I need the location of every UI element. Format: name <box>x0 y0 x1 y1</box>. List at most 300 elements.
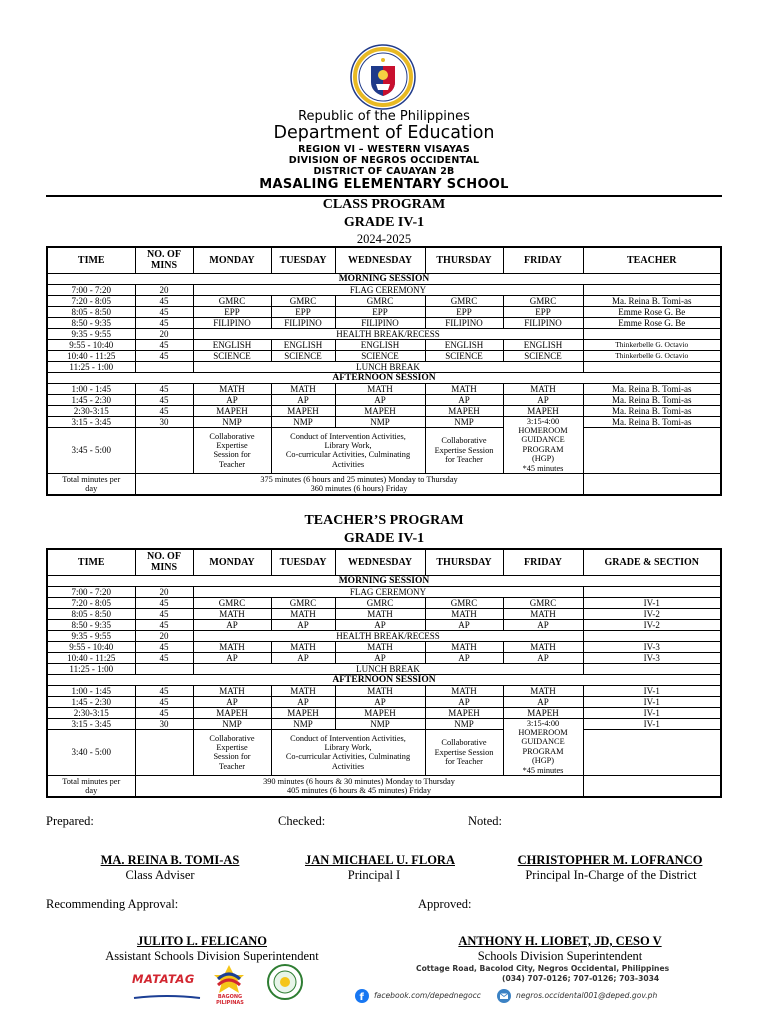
thursday-activity-cell <box>425 729 503 775</box>
cell-line: Expertise Session <box>434 747 494 757</box>
subject-cell: SCIENCE <box>503 350 583 361</box>
table-row <box>47 328 721 339</box>
midweek-activity-cell <box>271 427 425 473</box>
total-label-cell <box>47 473 135 495</box>
time-cell: 7:20 - 8:05 <box>47 597 135 608</box>
col-header: THURSDAY <box>425 549 503 575</box>
cell-line: GUIDANCE <box>521 737 565 747</box>
merged-activity-cell: FLAG CEREMONY <box>193 284 583 295</box>
matatag-underline <box>132 987 202 990</box>
subject-cell: AP <box>193 696 271 707</box>
session-label: MORNING SESSION <box>47 273 721 284</box>
subject-cell: AP <box>503 619 583 630</box>
grade-section-cell <box>583 630 721 641</box>
subject-cell: FILIPINO <box>335 317 425 328</box>
time-cell: 8:50 - 9:35 <box>47 317 135 328</box>
grade-section-cell <box>583 586 721 597</box>
mins-cell: 45 <box>135 295 193 306</box>
class-program-table-wrap <box>46 246 722 496</box>
table-row <box>47 718 721 729</box>
bagong-pilipinas-logo <box>212 963 246 997</box>
teacher-cell: Ma. Reina B. Tomi-as <box>583 394 721 405</box>
subject-cell: MATH <box>271 641 335 652</box>
subject-cell: AP <box>335 696 425 707</box>
time-cell: 9:35 - 9:55 <box>47 630 135 641</box>
cell-line: *45 minutes <box>522 463 564 473</box>
time-cell: 8:05 - 8:50 <box>47 608 135 619</box>
subject-cell: MAPEH <box>193 707 271 718</box>
subject-cell: NMP <box>271 416 335 427</box>
mins-cell: 30 <box>135 718 193 729</box>
subject-cell: EPP <box>271 306 335 317</box>
table-row <box>47 630 721 641</box>
table-row <box>47 427 721 473</box>
cell-line: (HGP) <box>531 454 555 464</box>
total-text-cell <box>135 775 583 797</box>
subject-cell: ENGLISH <box>503 339 583 350</box>
cell-line: day <box>85 786 98 796</box>
col-header: TIME <box>47 247 135 273</box>
subject-cell: MATH <box>193 383 271 394</box>
session-row <box>47 372 721 383</box>
total-text-cell <box>135 473 583 495</box>
time-cell: 3:45 - 5:00 <box>47 427 135 473</box>
time-cell: 9:35 - 9:55 <box>47 328 135 339</box>
teacher-cell: Thinkerbelle G. Octavio <box>583 339 721 350</box>
time-cell: 7:00 - 7:20 <box>47 586 135 597</box>
subject-cell: GMRC <box>193 295 271 306</box>
cell-line: Teacher <box>218 761 246 771</box>
subject-cell: ENGLISH <box>271 339 335 350</box>
table-row <box>47 608 721 619</box>
teacher-cell: Thinkerbelle G. Octavio <box>583 350 721 361</box>
subject-cell: AP <box>193 652 271 663</box>
teacher-cell <box>583 328 721 339</box>
midweek-activity-cell <box>271 729 425 775</box>
subject-cell: ENGLISH <box>425 339 503 350</box>
mins-cell: 45 <box>135 394 193 405</box>
subject-cell: AP <box>271 394 335 405</box>
division-seal-icon <box>266 963 304 1001</box>
col-header: FRIDAY <box>503 247 583 273</box>
subject-cell: MATH <box>193 685 271 696</box>
cell-line: Teacher <box>218 459 246 469</box>
subject-cell: GMRC <box>335 597 425 608</box>
mins-cell: 45 <box>135 696 193 707</box>
session-row <box>47 273 721 284</box>
subject-cell: MAPEH <box>335 707 425 718</box>
session-label: MORNING SESSION <box>47 575 721 586</box>
subject-cell: GMRC <box>503 597 583 608</box>
subject-cell: NMP <box>193 718 271 729</box>
time-cell: 10:40 - 11:25 <box>47 350 135 361</box>
col-header: TUESDAY <box>271 549 335 575</box>
subject-cell: MATH <box>193 641 271 652</box>
cell-line: Collaborative <box>441 436 487 446</box>
subject-cell: MATH <box>335 383 425 394</box>
mins-cell: 45 <box>135 405 193 416</box>
mins-cell: 45 <box>135 652 193 663</box>
cell-line: Library Work, <box>324 743 372 753</box>
time-cell: 7:00 - 7:20 <box>47 284 135 295</box>
cell-line: HOMEROOM <box>518 425 568 435</box>
subject-cell: MAPEH <box>271 405 335 416</box>
subject-cell: MATH <box>503 608 583 619</box>
mins-cell: 45 <box>135 608 193 619</box>
teacher-cell: Ma. Reina B. Tomi-as <box>583 383 721 394</box>
mins-cell <box>135 427 193 473</box>
time-cell: 2:30-3:15 <box>47 707 135 718</box>
approved-title: Schools Division Superintendent <box>477 949 643 963</box>
merged-activity-cell: FLAG CEREMONY <box>193 586 583 597</box>
grade-section-cell: IV-2 <box>583 608 721 619</box>
thursday-activity-cell <box>425 427 503 473</box>
approved-name: ANTHONY H. LIOBET, JD, CESO V <box>458 934 662 948</box>
subject-cell: MAPEH <box>335 405 425 416</box>
region-text: REGION VI – WESTERN VISAYAS <box>298 144 470 155</box>
subject-cell: MAPEH <box>271 707 335 718</box>
col-header: TEACHER <box>583 247 721 273</box>
subject-cell: MAPEH <box>425 707 503 718</box>
mins-cell: 45 <box>135 306 193 317</box>
time-cell: 8:05 - 8:50 <box>47 306 135 317</box>
subject-cell: MATH <box>271 383 335 394</box>
mins-cell: 45 <box>135 619 193 630</box>
time-cell: 11:25 - 1:00 <box>47 361 135 372</box>
teacher-program-table-wrap <box>46 548 722 798</box>
cell-line: *45 minutes <box>522 765 564 775</box>
cell-line: 405 minutes (6 hours & 45 minutes) Friday <box>286 786 432 796</box>
subject-cell: AP <box>335 619 425 630</box>
subject-cell: AP <box>425 652 503 663</box>
friday-hgp-cell <box>503 416 583 473</box>
department-text: Department of Education <box>273 123 495 143</box>
mins-cell: 45 <box>135 685 193 696</box>
prepared-title: Class Adviser <box>125 868 195 882</box>
monday-activity-cell <box>193 729 271 775</box>
table-row <box>47 619 721 630</box>
facebook-link[interactable]: facebook.com/depednegocc <box>374 991 481 1000</box>
merged-activity-cell: LUNCH BREAK <box>193 361 583 372</box>
table-row <box>47 586 721 597</box>
subject-cell: AP <box>503 696 583 707</box>
subject-cell: AP <box>193 619 271 630</box>
division-text: DIVISION OF NEGROS OCCIDENTAL <box>288 155 480 166</box>
subject-cell: MATH <box>425 685 503 696</box>
col-header: THURSDAY <box>425 247 503 273</box>
recommending-name: JULITO L. FELICANO <box>136 934 267 948</box>
grade-section-cell: IV-1 <box>583 696 721 707</box>
cell-line: day <box>85 484 98 494</box>
subject-cell: GMRC <box>503 295 583 306</box>
recommending-title: Assistant Schools Division Superintendent <box>105 949 319 963</box>
subject-cell: ENGLISH <box>335 339 425 350</box>
table-row <box>47 306 721 317</box>
table-header-row <box>47 549 721 575</box>
grade-section-cell: IV-2 <box>583 619 721 630</box>
subject-cell: NMP <box>271 718 335 729</box>
approved-label: Approved: <box>418 897 472 911</box>
time-cell: 2:30-3:15 <box>47 405 135 416</box>
cell-line: HOMEROOM <box>518 727 568 737</box>
mins-cell: 20 <box>135 328 193 339</box>
mins-cell: 45 <box>135 350 193 361</box>
time-cell: 8:50 - 9:35 <box>47 619 135 630</box>
subject-cell: MATH <box>335 608 425 619</box>
cell-line: Co-curricular Activities, Culminating <box>285 752 411 762</box>
time-cell: 11:25 - 1:00 <box>47 663 135 674</box>
subject-cell: ENGLISH <box>193 339 271 350</box>
facebook-icon <box>355 989 369 1003</box>
time-cell: 3:15 - 3:45 <box>47 416 135 427</box>
cell-line: Total minutes per <box>62 474 121 484</box>
district-text: DISTRICT OF CAUAYAN 2B <box>313 166 455 177</box>
subject-cell: GMRC <box>425 597 503 608</box>
time-cell: 3:40 - 5:00 <box>47 729 135 775</box>
class-program-year: 2024-2025 <box>356 232 412 246</box>
friday-hgp-cell <box>503 718 583 775</box>
subject-cell: AP <box>271 696 335 707</box>
school-name: MASALING ELEMENTARY SCHOOL <box>259 177 509 192</box>
teacher-program-grade: GRADE IV-1 <box>343 531 425 546</box>
subject-cell: SCIENCE <box>193 350 271 361</box>
session-row <box>47 674 721 685</box>
subject-cell: FILIPINO <box>271 317 335 328</box>
cell-line: Co-curricular Activities, Culminating <box>285 450 411 460</box>
teacher-cell: Emme Rose G. Be <box>583 317 721 328</box>
cell-line: PROGRAM <box>522 746 564 756</box>
subject-cell: AP <box>503 394 583 405</box>
subject-cell: AP <box>271 619 335 630</box>
subject-cell: MATH <box>425 608 503 619</box>
cell-line: Collaborative <box>441 738 487 748</box>
cell-line: 360 minutes (6 hours) Friday <box>310 484 408 494</box>
cell-line: for Teacher <box>445 455 483 465</box>
cell-line: Activities <box>331 761 365 771</box>
subject-cell: SCIENCE <box>335 350 425 361</box>
subject-cell: MATH <box>503 641 583 652</box>
cell-line: Collaborative <box>209 431 255 441</box>
subject-cell: GMRC <box>193 597 271 608</box>
subject-cell: MATH <box>193 608 271 619</box>
table-header-row <box>47 247 721 273</box>
subject-cell: SCIENCE <box>425 350 503 361</box>
subject-cell: MATH <box>425 641 503 652</box>
teacher-cell: Ma. Reina B. Tomi-as <box>583 405 721 416</box>
subject-cell: MAPEH <box>193 405 271 416</box>
table-row <box>47 597 721 608</box>
subject-cell: GMRC <box>425 295 503 306</box>
grade-section-cell <box>583 663 721 674</box>
mins-cell: 45 <box>135 597 193 608</box>
grade-section-cell: IV-3 <box>583 641 721 652</box>
time-cell: 7:20 - 8:05 <box>47 295 135 306</box>
cell-line: Collaborative <box>209 733 255 743</box>
mins-cell: 45 <box>135 317 193 328</box>
cell-line: for Teacher <box>445 757 483 767</box>
merged-activity-cell: HEALTH BREAK/RECESS <box>193 630 583 641</box>
noted-title: Principal In-Charge of the District <box>525 868 697 882</box>
teacher-cell <box>583 427 721 473</box>
table-row <box>47 405 721 416</box>
time-cell: 10:40 - 11:25 <box>47 652 135 663</box>
subject-cell: AP <box>335 652 425 663</box>
total-label-cell <box>47 775 135 797</box>
class-program-title: CLASS PROGRAM <box>322 197 446 212</box>
table-row <box>47 696 721 707</box>
cell-line: Expertise <box>216 743 248 753</box>
subject-cell: EPP <box>335 306 425 317</box>
time-cell: 9:55 - 10:40 <box>47 641 135 652</box>
cell-line: Expertise <box>216 441 248 451</box>
mins-cell <box>135 361 193 372</box>
class-program-table <box>46 246 722 496</box>
teacher-program-title: TEACHER’S PROGRAM <box>304 513 464 528</box>
subject-cell: NMP <box>335 718 425 729</box>
cell-line: 375 minutes (6 hours and 25 minutes) Monday to Thursday <box>260 474 458 484</box>
grade-section-cell: IV-1 <box>583 718 721 729</box>
col-header: WEDNESDAY <box>335 549 425 575</box>
table-row <box>47 729 721 775</box>
footer-phones: (034) 707-0126; 707-0126; 703-3034 <box>502 974 660 983</box>
cell-line: PROGRAM <box>522 444 564 454</box>
mins-cell: 20 <box>135 630 193 641</box>
cell-line: 390 minutes (6 hours & 30 minutes) Monday to Thursday <box>263 776 455 786</box>
cell-line: Activities <box>331 459 365 469</box>
subject-cell: FILIPINO <box>193 317 271 328</box>
email-icon <box>497 989 511 1003</box>
table-row <box>47 350 721 361</box>
subject-cell: MATH <box>271 608 335 619</box>
mins-cell: 45 <box>135 339 193 350</box>
subject-cell: AP <box>271 652 335 663</box>
subject-cell: GMRC <box>271 597 335 608</box>
table-row <box>47 641 721 652</box>
grade-section-cell: IV-3 <box>583 652 721 663</box>
subject-cell: NMP <box>193 416 271 427</box>
col-header: NO. OF MINS <box>135 549 193 575</box>
subject-cell: MAPEH <box>503 405 583 416</box>
subject-cell: GMRC <box>335 295 425 306</box>
table-row <box>47 416 721 427</box>
table-row <box>47 652 721 663</box>
cell-line: Conduct of Intervention Activities, <box>290 733 406 743</box>
merged-activity-cell: HEALTH BREAK/RECESS <box>193 328 583 339</box>
teacher-cell: Ma. Reina B. Tomi-as <box>583 416 721 427</box>
subject-cell: AP <box>193 394 271 405</box>
grade-section-cell: IV-1 <box>583 597 721 608</box>
monday-activity-cell <box>193 427 271 473</box>
time-cell: 1:00 - 1:45 <box>47 383 135 394</box>
noted-label: Noted: <box>468 814 503 828</box>
table-row <box>47 383 721 394</box>
mins-cell: 45 <box>135 707 193 718</box>
subject-cell: AP <box>503 652 583 663</box>
republic-text: Republic of the Philippines <box>298 109 470 124</box>
prepared-name: MA. REINA B. TOMI-AS <box>100 853 240 867</box>
subject-cell: MAPEH <box>503 707 583 718</box>
teacher-cell: Ma. Reina B. Tomi-as <box>583 295 721 306</box>
col-header: TIME <box>47 549 135 575</box>
col-header: WEDNESDAY <box>335 247 425 273</box>
total-empty-cell <box>583 775 721 797</box>
session-label: AFTERNOON SESSION <box>47 674 721 685</box>
table-row <box>47 284 721 295</box>
cell-line: Session for <box>213 450 251 460</box>
svg-text:f: f <box>359 992 364 1003</box>
total-row <box>47 473 721 495</box>
checked-name: JAN MICHAEL U. FLORA <box>304 853 455 867</box>
cell-line: Expertise Session <box>434 445 494 455</box>
deped-seal <box>343 44 423 110</box>
time-cell: 9:55 - 10:40 <box>47 339 135 350</box>
footer-address: Cottage Road, Bacolod City, Negros Occidental, Philippines <box>416 964 670 973</box>
subject-cell: AP <box>425 394 503 405</box>
table-row <box>47 394 721 405</box>
matatag-logo: MATATAG <box>132 972 195 986</box>
cell-line: 3:15-4:00 <box>526 416 560 426</box>
teacher-program-table <box>46 548 722 798</box>
time-cell: 1:45 - 2:30 <box>47 394 135 405</box>
cell-line: Total minutes per <box>62 776 121 786</box>
prepared-label: Prepared: <box>46 814 94 828</box>
subject-cell: EPP <box>193 306 271 317</box>
table-row <box>47 361 721 372</box>
table-row <box>47 317 721 328</box>
col-header: NO. OF MINS <box>135 247 193 273</box>
table-row <box>47 339 721 350</box>
bagong-pilipinas-label: BAGONG PILIPINAS <box>216 994 244 1006</box>
col-header: FRIDAY <box>503 549 583 575</box>
session-label: AFTERNOON SESSION <box>47 372 721 383</box>
mins-cell: 30 <box>135 416 193 427</box>
subject-cell: EPP <box>425 306 503 317</box>
teacher-cell: Emme Rose G. Be <box>583 306 721 317</box>
subject-cell: GMRC <box>271 295 335 306</box>
time-cell: 3:15 - 3:45 <box>47 718 135 729</box>
teacher-cell <box>583 729 721 775</box>
subject-cell: NMP <box>425 416 503 427</box>
subject-cell: FILIPINO <box>503 317 583 328</box>
col-header: MONDAY <box>193 247 271 273</box>
total-row <box>47 775 721 797</box>
mins-cell: 45 <box>135 641 193 652</box>
total-empty-cell <box>583 473 721 495</box>
cell-line: 3:15-4:00 <box>526 718 560 728</box>
cell-line: GUIDANCE <box>521 435 565 445</box>
subject-cell: SCIENCE <box>271 350 335 361</box>
session-row <box>47 575 721 586</box>
subject-cell: MATH <box>503 685 583 696</box>
noted-name: CHRISTOPHER M. LOFRANCO <box>517 853 703 867</box>
mins-cell <box>135 729 193 775</box>
email-link[interactable]: negros.occidental001@deped.gov.ph <box>516 991 658 1000</box>
checked-title: Principal I <box>347 868 401 882</box>
table-row <box>47 663 721 674</box>
cell-line: Library Work, <box>324 441 372 451</box>
grade-section-cell: IV-1 <box>583 707 721 718</box>
col-header: GRADE & SECTION <box>583 549 721 575</box>
time-cell: 1:45 - 2:30 <box>47 696 135 707</box>
subject-cell: NMP <box>425 718 503 729</box>
subject-cell: FILIPINO <box>425 317 503 328</box>
subject-cell: MATH <box>425 383 503 394</box>
subject-cell: AP <box>425 619 503 630</box>
checked-label: Checked: <box>278 814 326 828</box>
subject-cell: MATH <box>271 685 335 696</box>
grade-section-cell: IV-1 <box>583 685 721 696</box>
table-row <box>47 685 721 696</box>
